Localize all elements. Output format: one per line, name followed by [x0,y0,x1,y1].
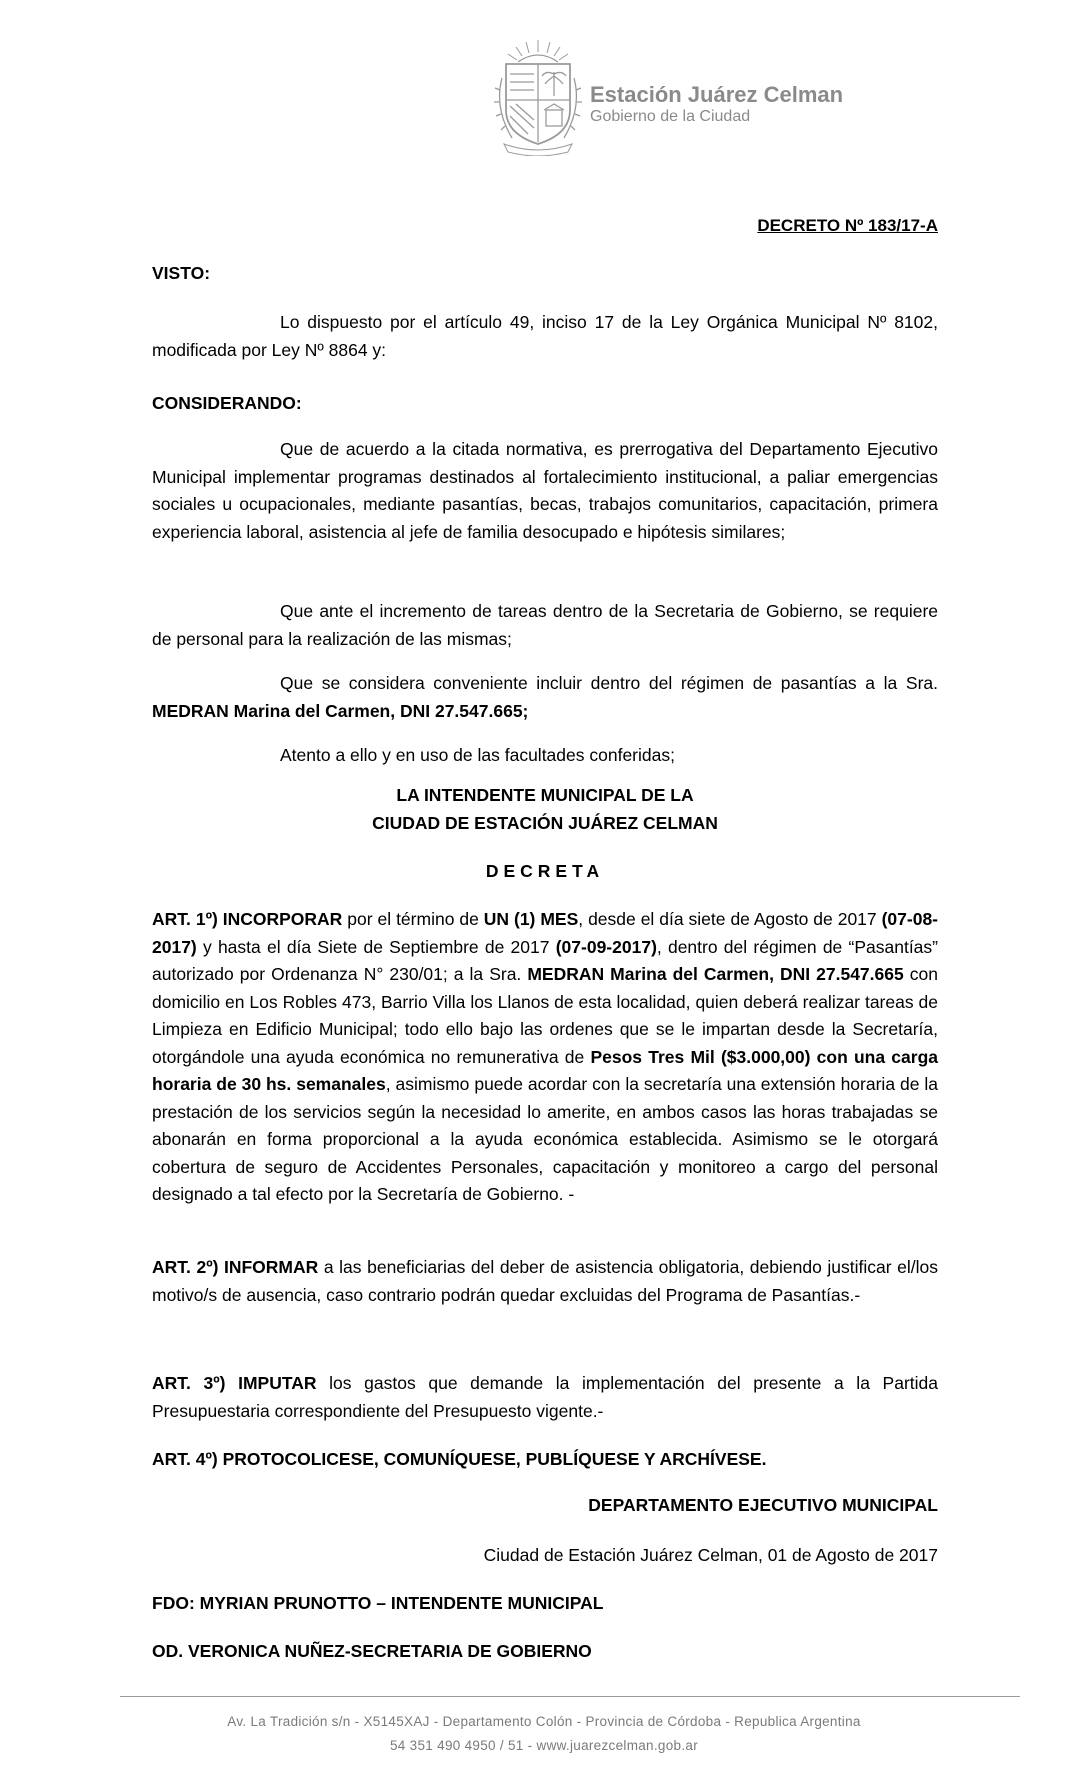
visto-heading: VISTO: [152,263,211,283]
article-1-end-date: (07-09-2017) [555,936,657,957]
signature-secretaria: OD. VERONICA NUÑEZ-SECRETARIA DE GOBIERNO [152,1641,592,1661]
considerando-paragraph-2: Que ante el incremento de tareas dentro de la Secretaria de Gobierno, se requiere de personal para la realización de las mismas; [152,601,938,649]
signature-intendente: FDO: MYRIAN PRUNOTTO – INTENDENTE MUNICIPAL [152,1593,604,1613]
considerando-heading: CONSIDERANDO: [152,393,302,413]
article-3 [152,1370,938,1425]
article-2-heading: ART. 2º) INFORMAR [152,1257,319,1277]
organization-subtitle: Gobierno de la Ciudad [590,108,751,125]
article-2 [152,1254,938,1309]
article-1-text-d: , dentro del régimen de “Pasantías” autorizado por Ordenanza N° 230/01; a la Sra. [152,936,938,984]
visto-paragraph: Lo dispuesto por el artículo 49, inciso 17 de la Ley Orgánica Municipal Nº 8102, modificada por Ley Nº 8864 y: [152,312,938,360]
beneficiary-name: MEDRAN Marina del Carmen, DNI 27.547.665; [152,700,529,721]
decreta-heading: DECRETA [485,861,605,881]
article-1-start-date: (07-08-2017) [152,909,939,957]
article-1-text-b: , desde el día siete de Agosto de 2017 [578,909,882,929]
article-4: ART. 4º) PROTOCOLICESE, COMUNÍQUESE, PUBLÍQUESE Y ARCHÍVESE. [152,1449,767,1469]
footer-address: Av. La Tradición s/n - X5145XAJ - Departamento Colón - Provincia de Córdoba - Republica Argentina [227,1714,861,1729]
article-1-term: UN (1) MES [483,909,579,929]
article-1-text-f: , asimismo puede acordar con la secretaría una extensión horaria de la prestación de los servicios según la necesidad lo amerite, en ambos casos las horas trabajadas se abonarán en forma proporcional a la ayuda económica establecida. Asimismo se le otorgará cobertura de seguro de Accidentes Personales, capacitación y monitoreo a cargo del personal designado a tal efecto por la Secretaría de Gobierno. - [152,1074,938,1204]
article-1-beneficiary: MEDRAN Marina del Carmen, DNI 27.547.665 [527,964,904,984]
article-1-heading: ART. 1º) INCORPORAR [152,909,343,929]
article-1-amount: Pesos Tres Mil ($3.000,00) con una carga horaria de 30 hs. semanales [152,1046,939,1094]
considerando-paragraph-1: Que de acuerdo a la citada normativa, es prerrogativa del Departamento Ejecutivo Municipal implementar programas destinados al fortalecimiento institucional, a paliar emergencias sociales u ocupacionales, mediante pasantías, becas, trabajos comunitarios, capacitación, primera experiencia laboral, asistencia al jefe de familia desocupado e hipótesis similares; [152,439,938,542]
considerando-paragraph-3-text: Que se considera conveniente incluir dentro del régimen de pasantías a la Sra. [280,673,938,693]
article-1-text-a: por el término de [342,909,484,929]
place-and-date: Ciudad de Estación Juárez Celman, 01 de Agosto de 2017 [483,1545,938,1565]
article-1-text-c: y hasta el día Siete de Septiembre de 2017 [196,936,556,957]
authority-line-2: CIUDAD DE ESTACIÓN JUÁREZ CELMAN [372,813,718,833]
article-1-text-e: con domicilio en Los Robles 473, Barrio Villa los Llanos de esta localidad, quien deberá realizar tareas de Limpieza en Edificio Municipal; todo ello bajo las ordenes que se le impartan desde la Secretaría, otorgándole una ayuda económica no remunerativa de [152,964,938,1067]
considerando-paragraph-4: Atento a ello y en uso de las facultades conferidas; [280,745,675,765]
decree-number: DECRETO Nº 183/17-A [757,216,938,235]
article-3-heading: ART. 3º) IMPUTAR [152,1373,317,1393]
article-1 [152,906,938,1209]
article-2-text: a las beneficiarias del deber de asistencia obligatoria, debiendo justificar el/los motivo/s de ausencia, caso contrario podrán quedar excluidas del Programa de Pasantías.- [152,1257,938,1305]
organization-name: Estación Juárez Celman [590,82,844,107]
authority-line-1: LA INTENDENTE MUNICIPAL DE LA [396,785,694,805]
department-name: DEPARTAMENTO EJECUTIVO MUNICIPAL [588,1495,938,1515]
footer-contact: 54 351 490 4950 / 51 - www.juarezcelman.gob.ar [390,1738,698,1753]
considerando-paragraph-3 [152,670,938,725]
article-3-text: los gastos que demande la implementación del presente a la Partida Presupuestaria correspondiente del Presupuesto vigente.- [152,1373,939,1421]
footer-divider [120,1696,1020,1697]
municipal-crest-icon [488,38,588,156]
